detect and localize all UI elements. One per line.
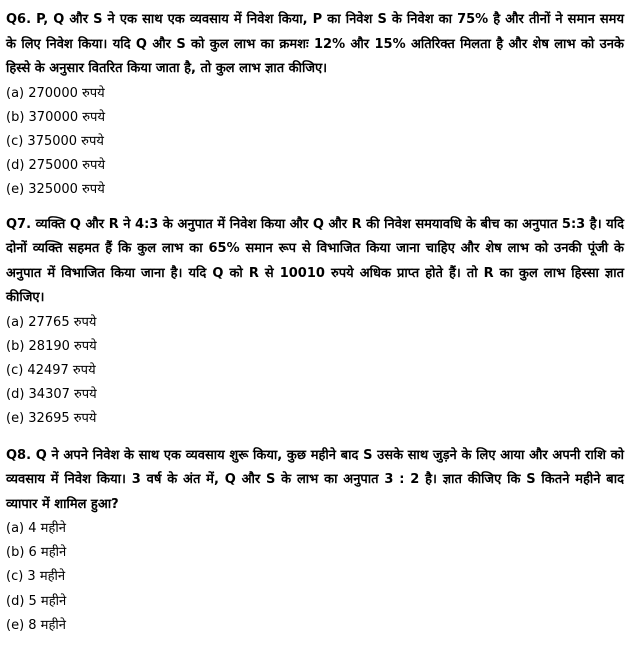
question-q7 [6, 213, 624, 432]
option-c: (c) 375000 रुपये [6, 133, 104, 149]
question-text: Q6. P, Q और S ने एक साथ एक व्यवसाय में निवेश किया, P का निवेश S के निवेश का 75% है और तीनों ने समान समय के लिए निवेश किया। यदि Q और S को कुल लाभ का क्रमशः 12% और 15% अतिरिक्त मिलता है और शेष लाभ को उनके हिस्से के अनुसार वितरित किया जाता है, तो कुल लाभ ज्ञात कीजिए। [6, 12, 624, 76]
option-a: (a) 4 महीने [6, 521, 66, 537]
option-c: (c) 42497 रुपये [6, 362, 96, 378]
option-d: (d) 34307 रुपये [6, 387, 97, 403]
option-b: (b) 6 महीने [6, 545, 67, 561]
option-e: (e) 8 महीने [6, 617, 66, 633]
option-b: (b) 370000 रुपये [6, 109, 105, 125]
option-e: (e) 32695 रुपये [6, 411, 97, 427]
option-a: (a) 27765 रुपये [6, 314, 97, 330]
option-d: (d) 275000 रुपये [6, 158, 105, 174]
question-text: Q8. Q ने अपने निवेश के साथ एक व्यवसाय शुरू किया, कुछ महीने बाद S उसके साथ जुड़ने के लिए आया और अपनी राशि को व्यवसाय में निवेश किया। 3 वर्ष के अंत में, Q और S के लाभ का अनुपात 3 : 2 है। ज्ञात कीजिए कि S कितने महीने बाद व्यापार में शामिल हुआ? [6, 447, 624, 512]
option-c: (c) 3 महीने [6, 569, 66, 585]
option-b: (b) 28190 रुपये [6, 338, 97, 354]
question-text: Q7. व्यक्ति Q और R ने 4:3 के अनुपात में निवेश किया और Q और R की निवेश समयावधि के बीच का अनुपात 5:3 है। यदि दोनों व्यक्ति सहमत हैं कि कुल लाभ का 65% समान रूप से विभाजित किया जाना चाहिए और शेष लाभ को उनकी पूंजी के अनुपात में विभाजित किया जाना है। यदि Q को R से 10010 रुपये अधिक प्राप्त होते हैं। तो R का कुल लाभ हिस्सा ज्ञात कीजिए। [6, 216, 624, 306]
question-q6 [6, 8, 624, 203]
option-a: (a) 270000 रुपये [6, 85, 105, 101]
option-d: (d) 5 महीने [6, 593, 67, 609]
option-e: (e) 325000 रुपये [6, 182, 105, 198]
question-q8 [6, 444, 624, 639]
